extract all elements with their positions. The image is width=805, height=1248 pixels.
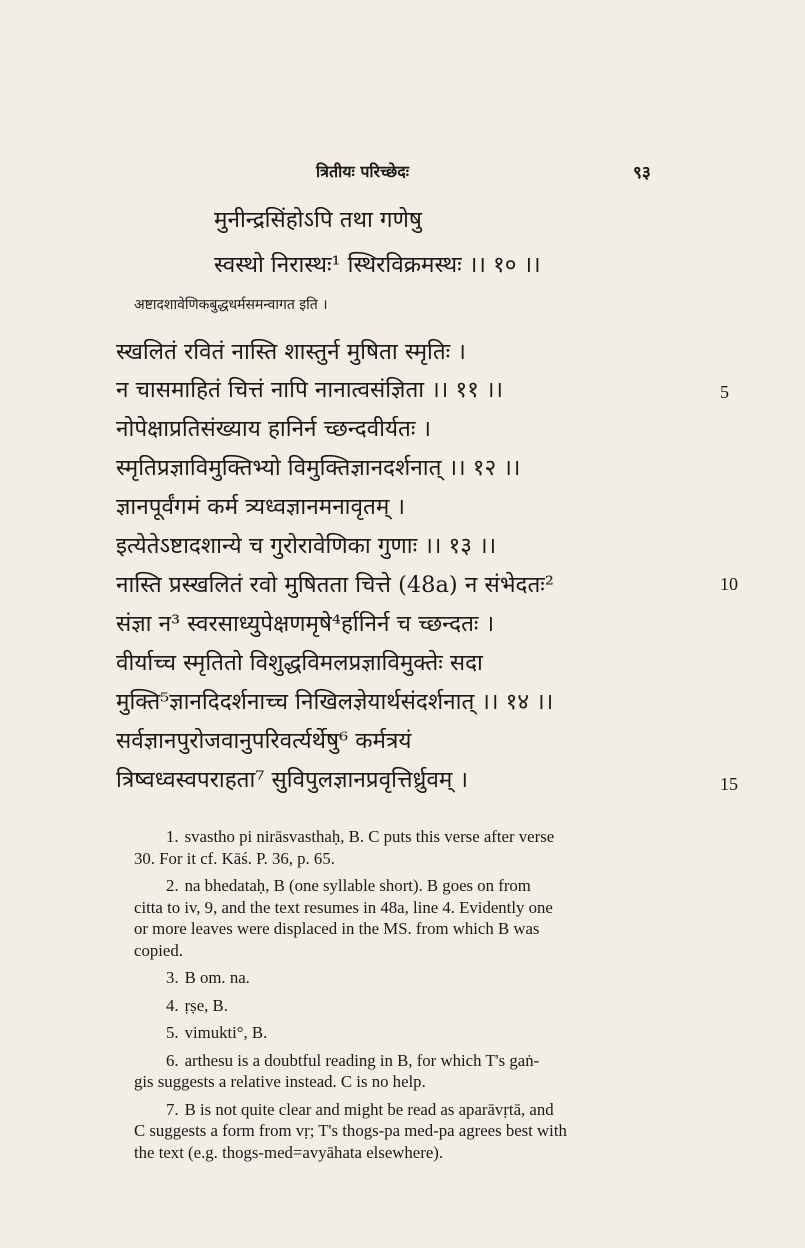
page-header <box>0 160 805 190</box>
verse-line: संज्ञा न³ स्वरसाध्युपेक्षणमृषे⁴र्हानिर्न च च्छन्दतः । <box>116 611 495 637</box>
footnote-line: B is not quite clear and might be read as aparāvṛtā, and <box>184 1099 554 1119</box>
verse-line: इत्येतेऽष्टादशान्ये च गुरोरावेणिका गुणाः ।। १३ ।। <box>116 533 497 559</box>
footnote <box>134 826 666 869</box>
footnote-number: 5. <box>166 1023 179 1042</box>
margin-line-number: 5 <box>720 382 729 402</box>
colophon-line: अष्टादशावेणिकबुद्धधर्मसमन्वागत इति । <box>134 297 328 313</box>
verse-line: सर्वज्ञानपुरोजवानुपरिवर्त्यर्थेषु⁶ कर्मत्रयं <box>116 728 412 754</box>
footnote-line: B om. na. <box>184 968 250 987</box>
footnote-line: or more leaves were displaced in the MS. from which B was <box>134 919 540 938</box>
margin-line-number: 10 <box>720 574 738 594</box>
verse-line: मुनीन्द्रसिंहोऽपि तथा गणेषु <box>214 207 422 233</box>
verse-line: वीर्याच्च स्मृतितो विशुद्धविमलप्रज्ञाविमुक्तेः सदा <box>116 650 483 676</box>
footnote-line: na bhedataḥ, B (one syllable short). B goes on from <box>184 876 531 895</box>
footnote-line: vimukti°, B. <box>184 1023 268 1042</box>
footnote-number: 6. <box>166 1050 179 1070</box>
verse-line: स्वस्थो निरास्थः¹ स्थिरविक्रमस्थः ।। १० ।। <box>214 252 541 278</box>
footnote <box>134 995 666 1017</box>
verse-line: नास्ति प्रस्खलितं रवो मुषितता चित्ते (48a) न संभेदतः² <box>116 572 554 598</box>
footnote-number: 3. <box>166 968 179 987</box>
verse-line: न चासमाहितं चित्तं नापि नानात्वसंज्ञिता ।। ११ ।। <box>116 377 504 403</box>
verse-line: ज्ञानपूर्वंगमं कर्म त्र्यध्वज्ञानमनावृतम् । <box>116 494 405 520</box>
verse-line: त्रिष्वध्वस्वपराहता⁷ सुविपुलज्ञानप्रवृत्तिर्ध्रुवम् । <box>116 767 468 793</box>
footnote <box>134 1022 666 1044</box>
verse-line: मुक्ति⁵ज्ञानदिदर्शनाच्च निखिलज्ञेयार्थसंदर्शनात् ।। १४ ।। <box>116 689 554 715</box>
verse-line: स्मृतिप्रज्ञाविमुक्तिभ्यो विमुक्तिज्ञानदर्शनात् ।। १२ ।। <box>116 455 521 481</box>
footnote-number: 7. <box>166 1099 179 1119</box>
footnotes <box>134 826 666 1169</box>
footnote-line: citta to iv, 9, and the text resumes in 48a, line 4. Evidently one <box>134 897 553 917</box>
footnote-line: svastho pi nirāsvasthaḥ, B. C puts this verse after verse <box>184 827 555 846</box>
footnote-line: 30. For it cf. Kāś. P. 36, p. 65. <box>134 848 335 868</box>
footnote-number: 4. <box>166 995 179 1015</box>
footnote-line: arthesu is a doubtful reading in B, for which T's gaṅ- <box>184 1050 540 1070</box>
verse-line: नोपेक्षाप्रतिसंख्याय हानिर्न च्छन्दवीर्यतः । <box>116 416 432 442</box>
footnote <box>134 1099 666 1164</box>
footnote-line: the text (e.g. thogs-med=avyāhata elsewhere). <box>134 1142 444 1162</box>
page-number: ९३ <box>633 163 651 183</box>
footnote-line: C suggests a form from vṛ; T's thogs-pa med-pa agrees best with <box>134 1121 567 1140</box>
footnote <box>134 967 666 989</box>
margin-line-number: 15 <box>720 774 738 794</box>
footnote-line: gis suggests a relative instead. C is no help. <box>134 1072 426 1091</box>
running-head: त्रितीयः परिच्छेदः <box>316 162 409 181</box>
footnote <box>134 875 666 961</box>
footnote-number: 2. <box>166 876 179 895</box>
footnote-number: 1. <box>166 827 179 846</box>
footnote-line: copied. <box>134 940 183 960</box>
verse-line: स्खलितं रवितं नास्ति शास्तुर्न मुषिता स्मृतिः । <box>116 339 466 365</box>
footnote <box>134 1050 666 1093</box>
footnote-line: ṛṣe, B. <box>184 995 228 1015</box>
